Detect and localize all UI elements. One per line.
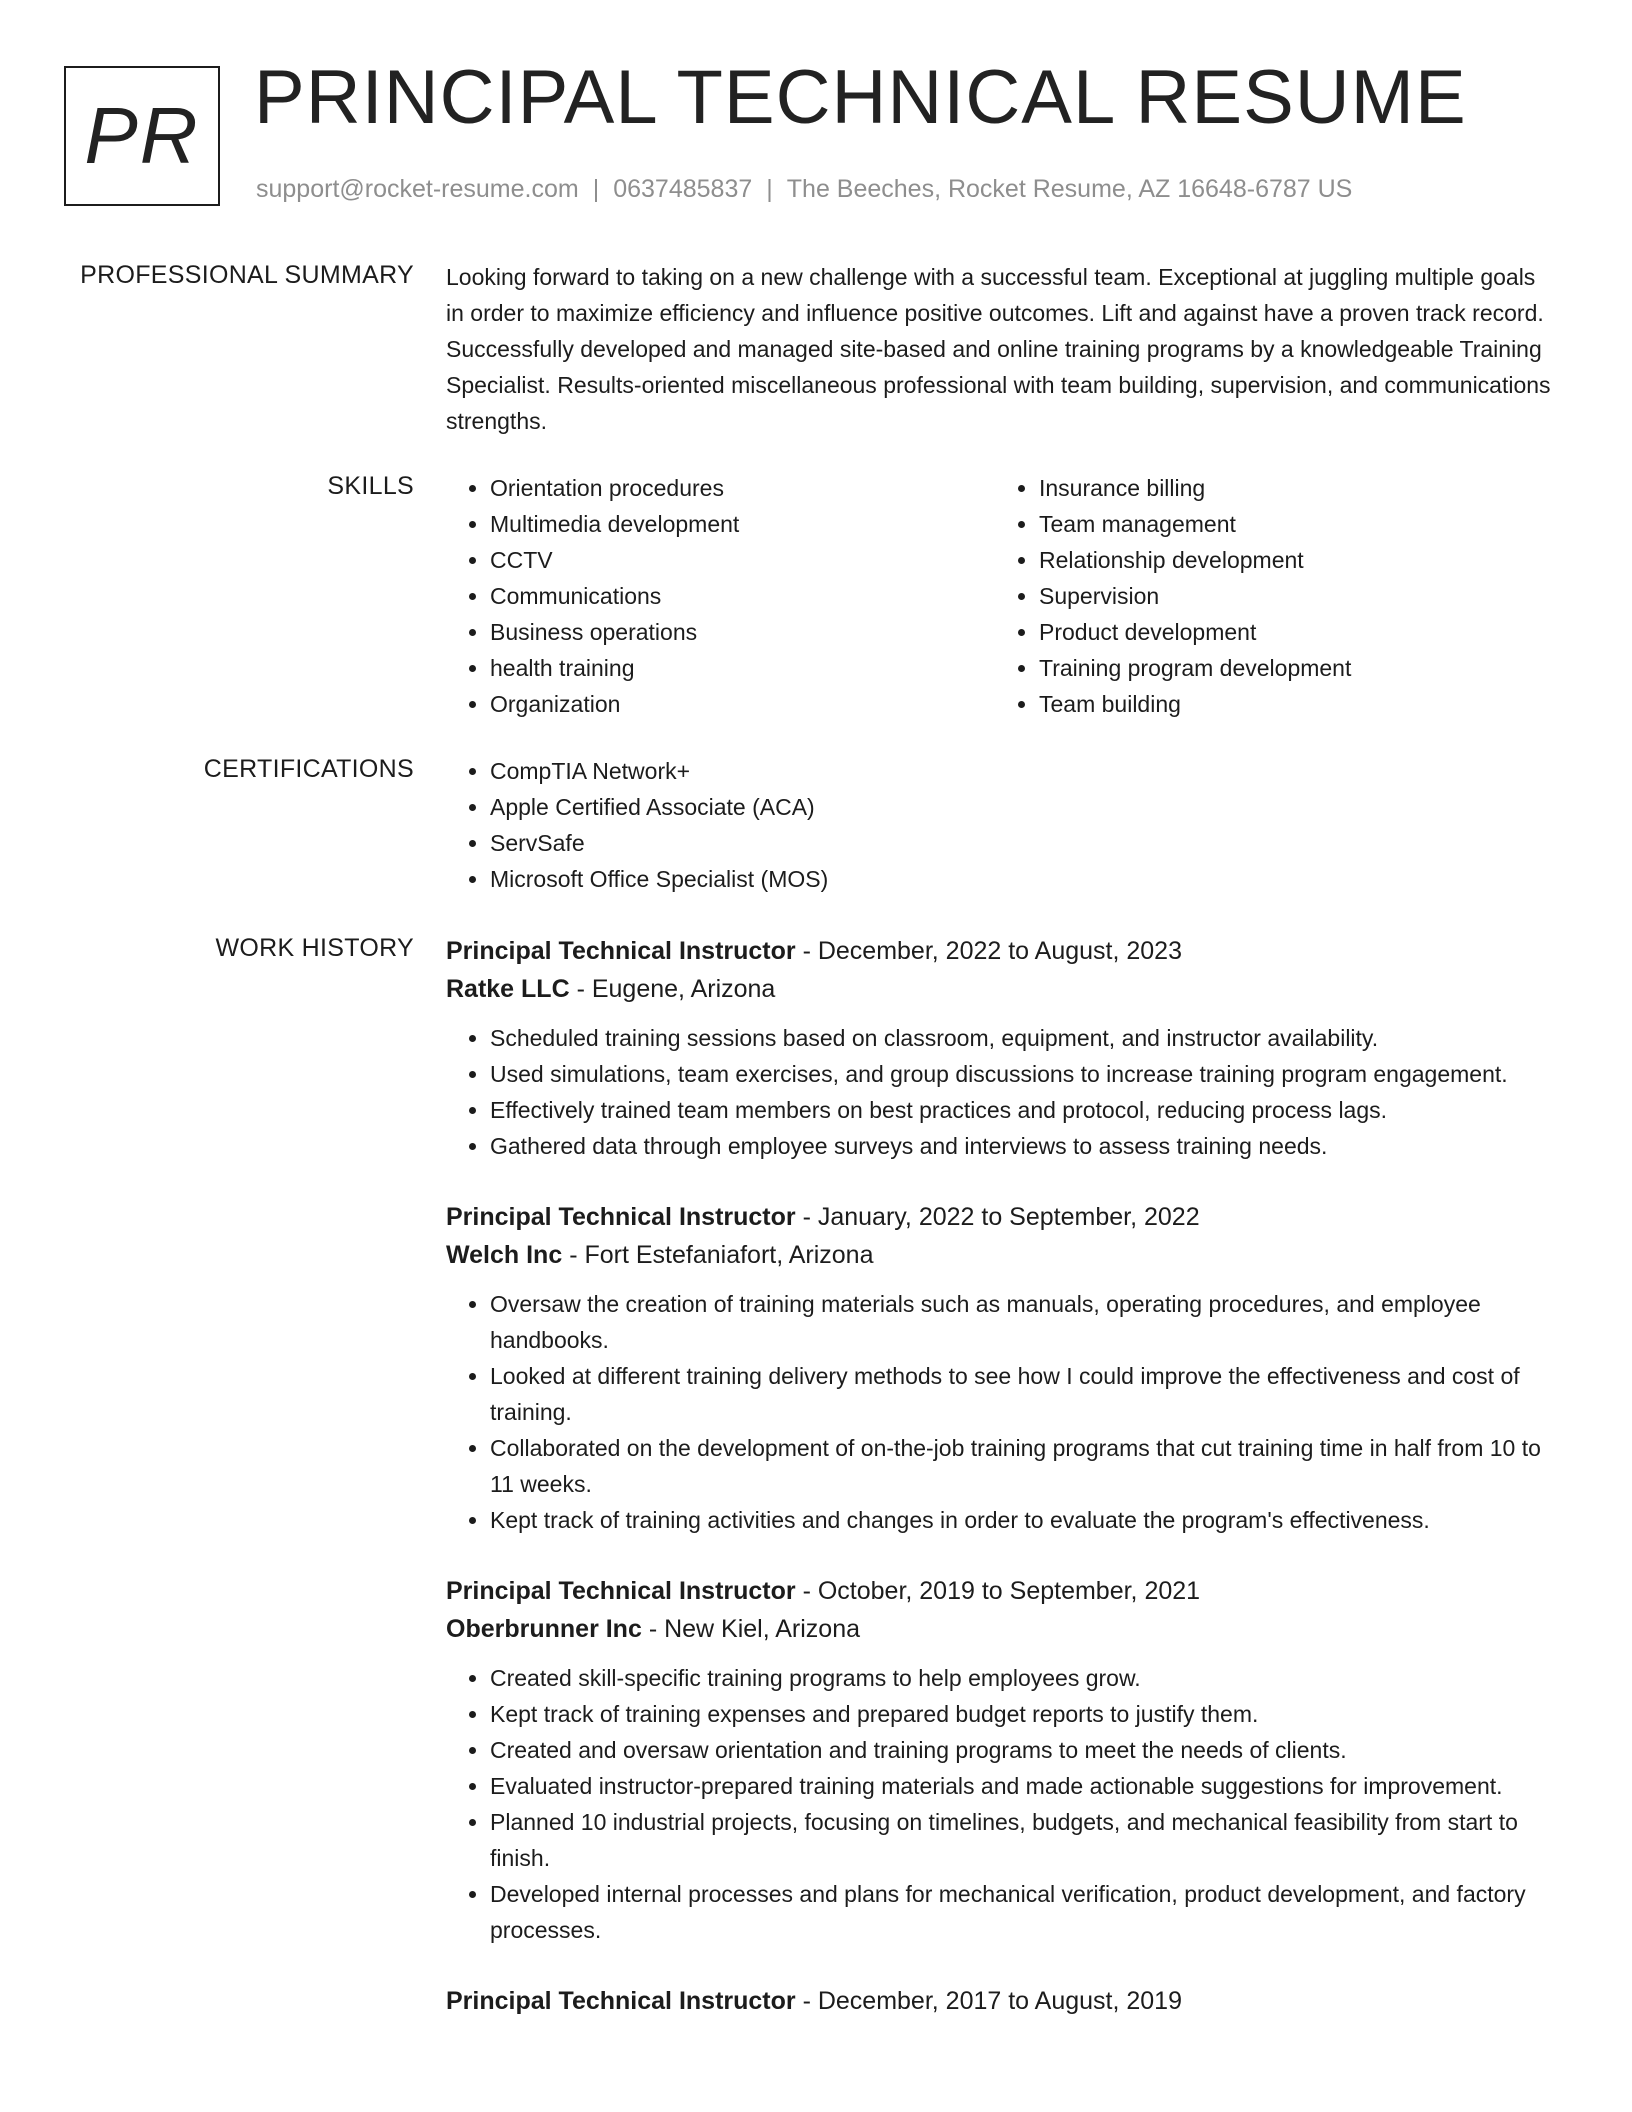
certification-item: • CompTIA Network+ [490,753,1556,789]
monogram-initials: PR [84,91,200,180]
job-bullet: • Evaluated instructor-prepared training materials and made actionable suggestions for improvement. [490,1768,1556,1804]
certification-item: • Microsoft Office Specialist (MOS) [490,861,1556,897]
contact-separator: | [766,175,773,203]
job-title-line [446,1572,1556,1610]
skills-body [446,470,1556,722]
job-company: Oberbrunner Inc [446,1615,642,1643]
job-bullet: • Planned 10 industrial projects, focusing on timelines, budgets, and mechanical feasibility from start to finish. [490,1804,1556,1876]
skill-item: • Multimedia development [490,506,995,542]
job-bullet: • Oversaw the creation of training materials such as manuals, operating procedures, and employee handbooks. [490,1286,1556,1358]
job-location: - New Kiel, Arizona [641,1615,861,1643]
resume-title: PRINCIPAL TECHNICAL RESUME [254,55,1467,140]
skill-item: • health training [490,650,995,686]
summary-body [446,259,1556,439]
skill-item: • Supervision [1039,578,1544,614]
job-bullet: • Kept track of training expenses and prepared budget reports to justify them. [490,1696,1556,1732]
contact-email[interactable]: support@rocket-resume.com [256,175,579,203]
job-bullet: • Developed internal processes and plans for mechanical verification, product development, and factory processes. [490,1876,1556,1948]
job-company-line [446,970,1556,1008]
job-title: Principal Technical Instructor [446,1577,796,1605]
work-history-body [446,932,1556,2054]
job-title-line [446,932,1556,970]
skill-item: • Orientation procedures [490,470,995,506]
skills-column-left [446,470,995,722]
job-entry [446,1572,1556,1948]
job-bullet: • Scheduled training sessions based on classroom, equipment, and instructor availability. [490,1020,1556,1056]
skill-item: • Organization [490,686,995,722]
job-dates: - January, 2022 to September, 2022 [795,1203,1200,1231]
job-entry [446,1198,1556,1538]
job-company: Welch Inc [446,1241,563,1269]
job-bullet: • Effectively trained team members on best practices and protocol, reducing process lags. [490,1092,1556,1128]
section-label-skills: SKILLS [327,472,414,500]
skill-item: • Training program development [1039,650,1544,686]
skill-item: • Relationship development [1039,542,1544,578]
skill-item: • Product development [1039,614,1544,650]
job-bullet: • Kept track of training activities and changes in order to evaluate the program's effectiveness. [490,1502,1556,1538]
job-bullet: • Used simulations, team exercises, and group discussions to increase training program engagement. [490,1056,1556,1092]
skill-item: • Insurance billing [1039,470,1544,506]
job-dates: - December, 2022 to August, 2023 [795,937,1182,965]
contact-line [256,175,1352,204]
skill-item: • CCTV [490,542,995,578]
skills-column-right [995,470,1544,722]
job-bullet: • Collaborated on the development of on-the-job training programs that cut training time in half from 10 to 11 weeks. [490,1430,1556,1502]
job-title: Principal Technical Instructor [446,1203,796,1231]
certification-item: • ServSafe [490,825,1556,861]
certification-item: • Apple Certified Associate (ACA) [490,789,1556,825]
job-company-line [446,1610,1556,1648]
contact-address: The Beeches, Rocket Resume, AZ 16648-6787 US [786,175,1353,203]
job-title: Principal Technical Instructor [446,1987,796,2015]
job-bullet: • Gathered data through employee surveys and interviews to assess training needs. [490,1128,1556,1164]
skill-item: • Team management [1039,506,1544,542]
job-company-line [446,1236,1556,1274]
job-title-line [446,1982,1556,2020]
contact-separator: | [592,175,600,203]
job-entry [446,932,1556,1164]
contact-phone[interactable]: 0637485837 [613,175,753,203]
section-label-certifications: CERTIFICATIONS [203,755,414,783]
monogram-badge [64,66,220,206]
job-title: Principal Technical Instructor [446,937,796,965]
job-bullet: • Created and oversaw orientation and training programs to meet the needs of clients. [490,1732,1556,1768]
section-label-work-history: WORK HISTORY [215,934,414,962]
job-bullet: • Created skill-specific training programs to help employees grow. [490,1660,1556,1696]
certifications-body [446,753,1556,897]
job-company: Ratke LLC [446,975,570,1003]
job-location: - Eugene, Arizona [569,975,776,1003]
job-title-line [446,1198,1556,1236]
job-dates: - December, 2017 to August, 2019 [795,1987,1182,2015]
skill-item: • Communications [490,578,995,614]
skill-item: • Team building [1039,686,1544,722]
section-label-summary: PROFESSIONAL SUMMARY [80,261,414,289]
summary-text: Looking forward to taking on a new challenge with a successful team. Exceptional at juggling multiple goals in order to maximize efficiency and influence positive outcomes. Lift and against have a proven track record. Successfully developed and managed site-based and online training programs by a knowledgeable Training Specialist. Results-oriented miscellaneous professional with team building, supervision, and communications strengths. [446,264,1551,434]
job-entry [446,1982,1556,2020]
skill-item: • Business operations [490,614,995,650]
job-location: - Fort Estefaniafort, Arizona [562,1241,874,1269]
job-dates: - October, 2019 to September, 2021 [795,1577,1201,1605]
job-bullet: • Looked at different training delivery methods to see how I could improve the effectiveness and cost of training. [490,1358,1556,1430]
